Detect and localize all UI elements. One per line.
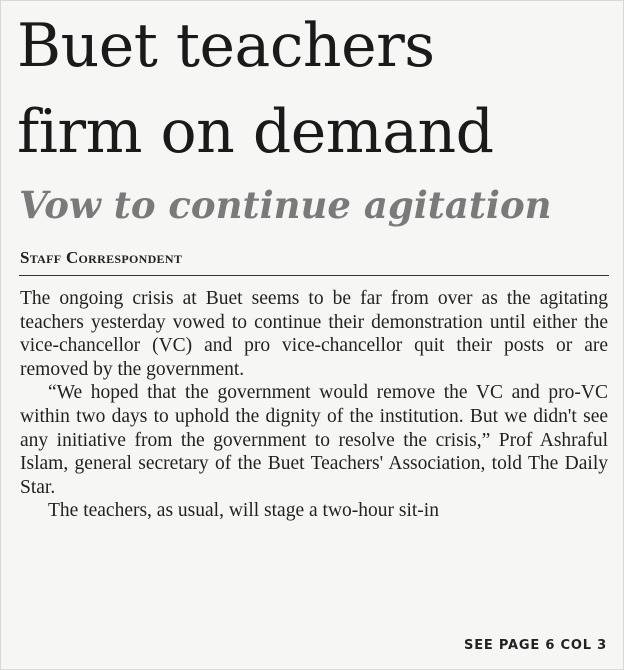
continuation-note: SEE PAGE 6 COL 3 [464,638,607,653]
byline-divider [19,275,609,276]
headline-line-2: firm on demand [17,97,494,167]
article-body [20,287,608,523]
headline-line-1: Buet teachers [17,11,435,81]
byline: Staff Correspondent [20,248,183,267]
headline [17,3,617,175]
paragraph-3: The teachers, as usual, will stage a two-hour sit-in [48,500,439,522]
paragraph-1: The ongoing crisis at Buet seems to be far from over as the agitating teachers yesterday vowed to continue their demonstration until either the vice-chancellor (VC) and pro vice-chancellor quit their posts or are removed by the government. [20,288,608,380]
subheadline: Vow to continue agitation [19,183,552,227]
paragraph-2: “We hoped that the government would remove the VC and pro-VC within two days to uphold the dignity of the institution. But we didn't see any initiative from the government to resolve the crisis,” Prof Ashraful Islam, general secretary of the Buet Teachers' Association, told The Daily Star. [20,382,608,498]
